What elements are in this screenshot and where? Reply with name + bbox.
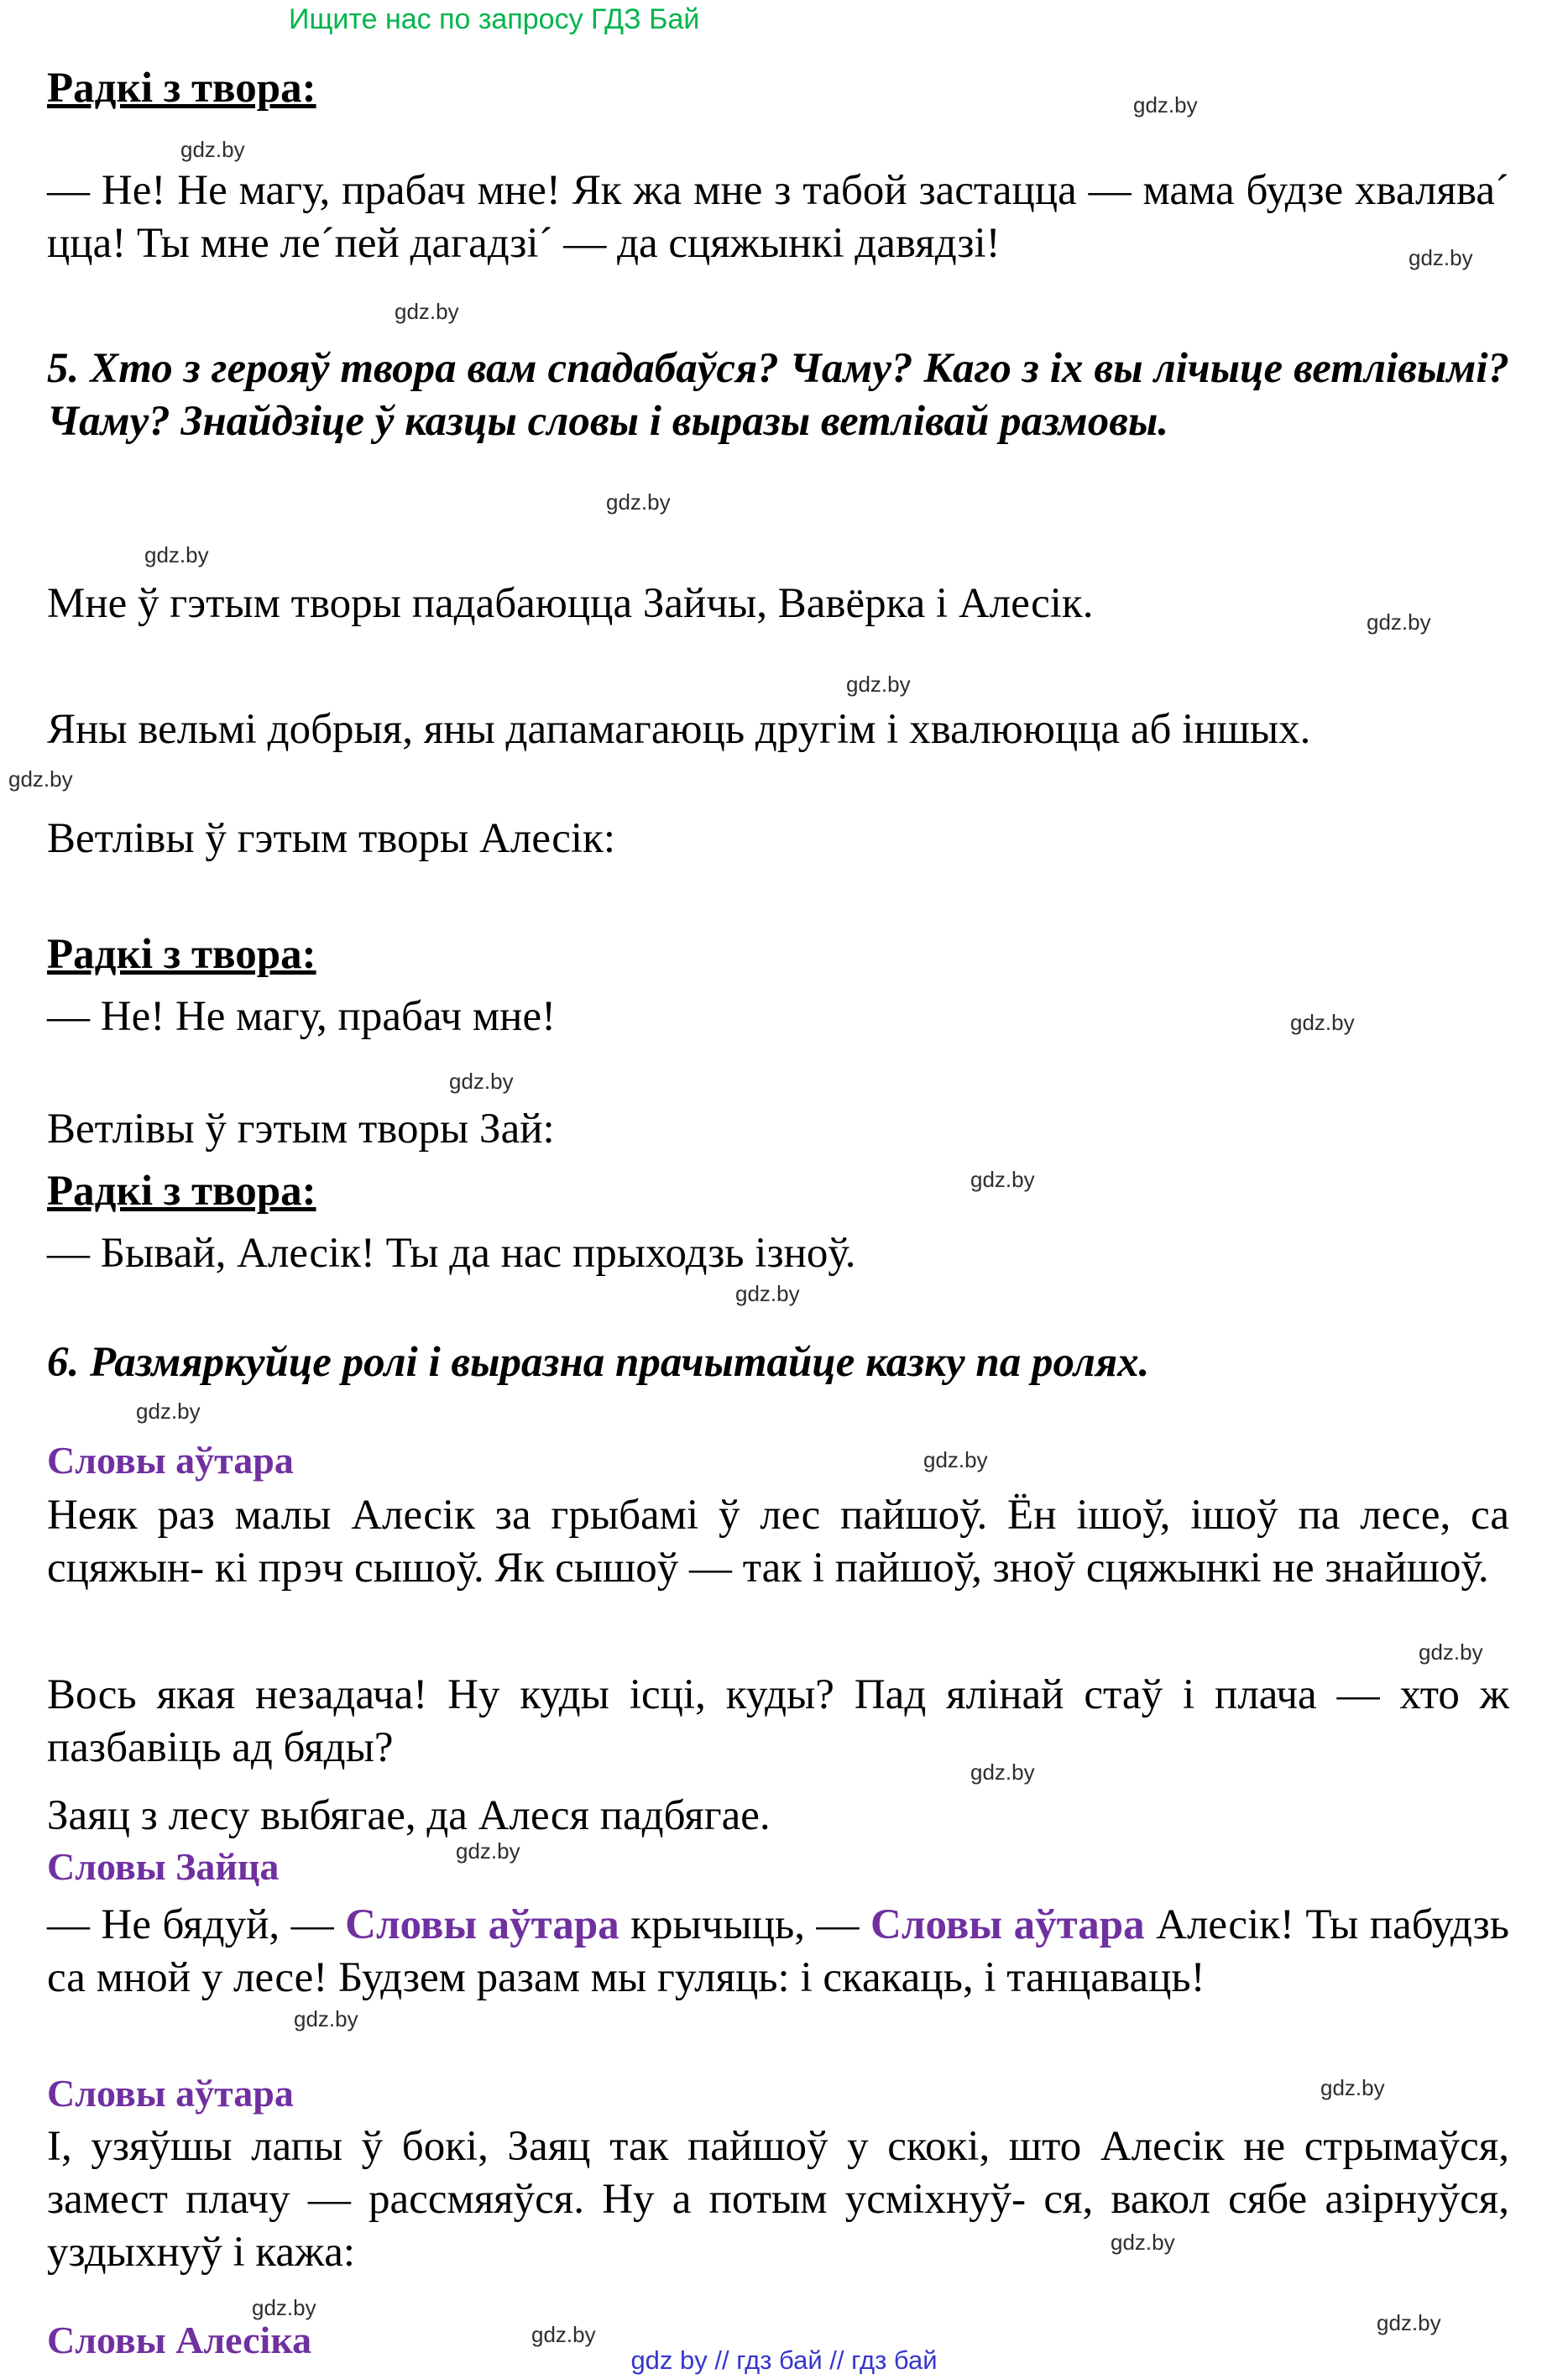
gdzby-watermark: gdz.by <box>1367 609 1431 635</box>
quote-heading-1: Радкі з твора: <box>47 65 316 112</box>
quote-1-text: — Не! Не магу, прабач мне! Як жа мне з табой застацца — мама будзе хвалява´ цца! Ты мне ле´пей дагадзі´ — да сцяжынкі давядзі! <box>47 167 1509 267</box>
dialogue-segment: крычыць, — <box>619 1901 871 1948</box>
gdzby-watermark: gdz.by <box>531 2322 596 2347</box>
gdzby-watermark: gdz.by <box>1290 1010 1355 1035</box>
role-label-author-2: Словы аўтара <box>47 2072 294 2115</box>
gdzby-watermark: gdz.by <box>970 1167 1035 1192</box>
quote-2-text: — Не! Не магу, прабач мне! <box>47 993 557 1040</box>
quote-heading-3: Радкі з твора: <box>47 1168 316 1215</box>
answer-5-line-1: Мне ў гэтым творы падабаюцца Зайчы, Вавёрка і Алесік. <box>47 580 1094 627</box>
gdzby-watermark: gdz.by <box>294 2006 358 2031</box>
author-text-3: Заяц з лесу выбягае, да Алеся падбягае. <box>47 1792 771 1839</box>
gdzby-watermark: gdz.by <box>180 137 245 162</box>
gdzby-watermark: gdz.by <box>1133 92 1198 118</box>
author-text-4: І, узяўшы лапы ў бокі, Заяц так пайшоў у скокі, што Алесік не стрымаўся, замест плачу — рассмяяўся. Ну а потым усміхнуў- ся, вакол сябе азірнуўся, уздыхнуў і кажа: <box>47 2123 1509 2276</box>
gdzby-watermark: gdz.by <box>1111 2230 1175 2255</box>
gdzby-watermark: gdz.by <box>449 1069 514 1094</box>
role-label-alesik: Словы Алесіка <box>47 2319 312 2361</box>
question-6: 6. Размяркуйце ролі і выразна прачытайце казку па ролях. <box>47 1339 1150 1386</box>
question-5: 5. Хто з герояў твора вам спадабаўся? Чаму? Каго з іх вы лічыце ветлівымі? Чаму? Знайдзіце ў казцы словы і выразы ветлівай размовы. <box>47 345 1509 445</box>
answer-5-line-4: Ветлівы ў гэтым творы Зай: <box>47 1106 555 1153</box>
top-banner: Ищите нас по запросу ГДЗ Бай <box>289 3 700 35</box>
quote-3-text: — Бывай, Алесік! Ты да нас прыходзь ізноў. <box>47 1230 856 1277</box>
dialogue-segment: — Не бядуй, — <box>47 1901 346 1948</box>
gdzby-watermark: gdz.by <box>1409 245 1473 270</box>
gdzby-watermark: gdz.by <box>1419 1639 1483 1665</box>
gdzby-watermark: gdz.by <box>846 672 911 697</box>
quote-heading-2: Радкі з твора: <box>47 931 316 978</box>
answer-5-line-3: Ветлівы ў гэтым творы Алесік: <box>47 815 615 862</box>
gdzby-watermark: gdz.by <box>606 489 671 515</box>
gdzby-watermark: gdz.by <box>395 299 459 324</box>
gdzby-watermark: gdz.by <box>1320 2075 1385 2100</box>
dialogue-segment: Алесік! Ты пабудзь са мной у лесе! Будзем разам мы гуляць: і скакаць, і танцаваць! <box>47 1901 1509 2001</box>
author-text-2: Вось якая незадача! Ну куды ісці, куды? Пад ялінай стаў і плача — хто ж пазбавіць ад бяды? <box>47 1671 1509 1771</box>
footer-search-terms: gdz by // гдз бай // гдз бай <box>630 2345 938 2375</box>
gdzby-watermark: gdz.by <box>252 2295 316 2320</box>
role-label-zajac: Словы Зайца <box>47 1845 280 1888</box>
answer-5-line-2: Яны вельмі добрыя, яны дапамагаюць другім і хвалююцца аб іншых. <box>47 706 1311 753</box>
role-label-inline-1: Словы аўтара <box>345 1901 619 1948</box>
gdzby-watermark: gdz.by <box>144 542 209 567</box>
gdzby-watermark: gdz.by <box>970 1759 1035 1785</box>
gdzby-watermark: gdz.by <box>456 1838 520 1864</box>
gdzby-watermark: gdz.by <box>136 1399 201 1424</box>
role-label-author-1: Словы аўтара <box>47 1439 294 1482</box>
role-label-inline-2: Словы аўтара <box>870 1901 1145 1948</box>
author-text-1: Неяк раз малы Алесік за грыбамі ў лес пайшоў. Ён ішоў, ішоў па лесе, са сцяжын- кі прэч сышоў. Як сышоў — так і пайшоў, зноў сцяжынкі не знайшоў. <box>47 1492 1509 1592</box>
gdzby-watermark: gdz.by <box>8 766 73 792</box>
gdzby-watermark: gdz.by <box>735 1281 800 1306</box>
gdzby-watermark: gdz.by <box>1377 2310 1441 2335</box>
gdzby-watermark: gdz.by <box>923 1447 988 1472</box>
dialogue-zajac <box>47 1899 1509 2005</box>
